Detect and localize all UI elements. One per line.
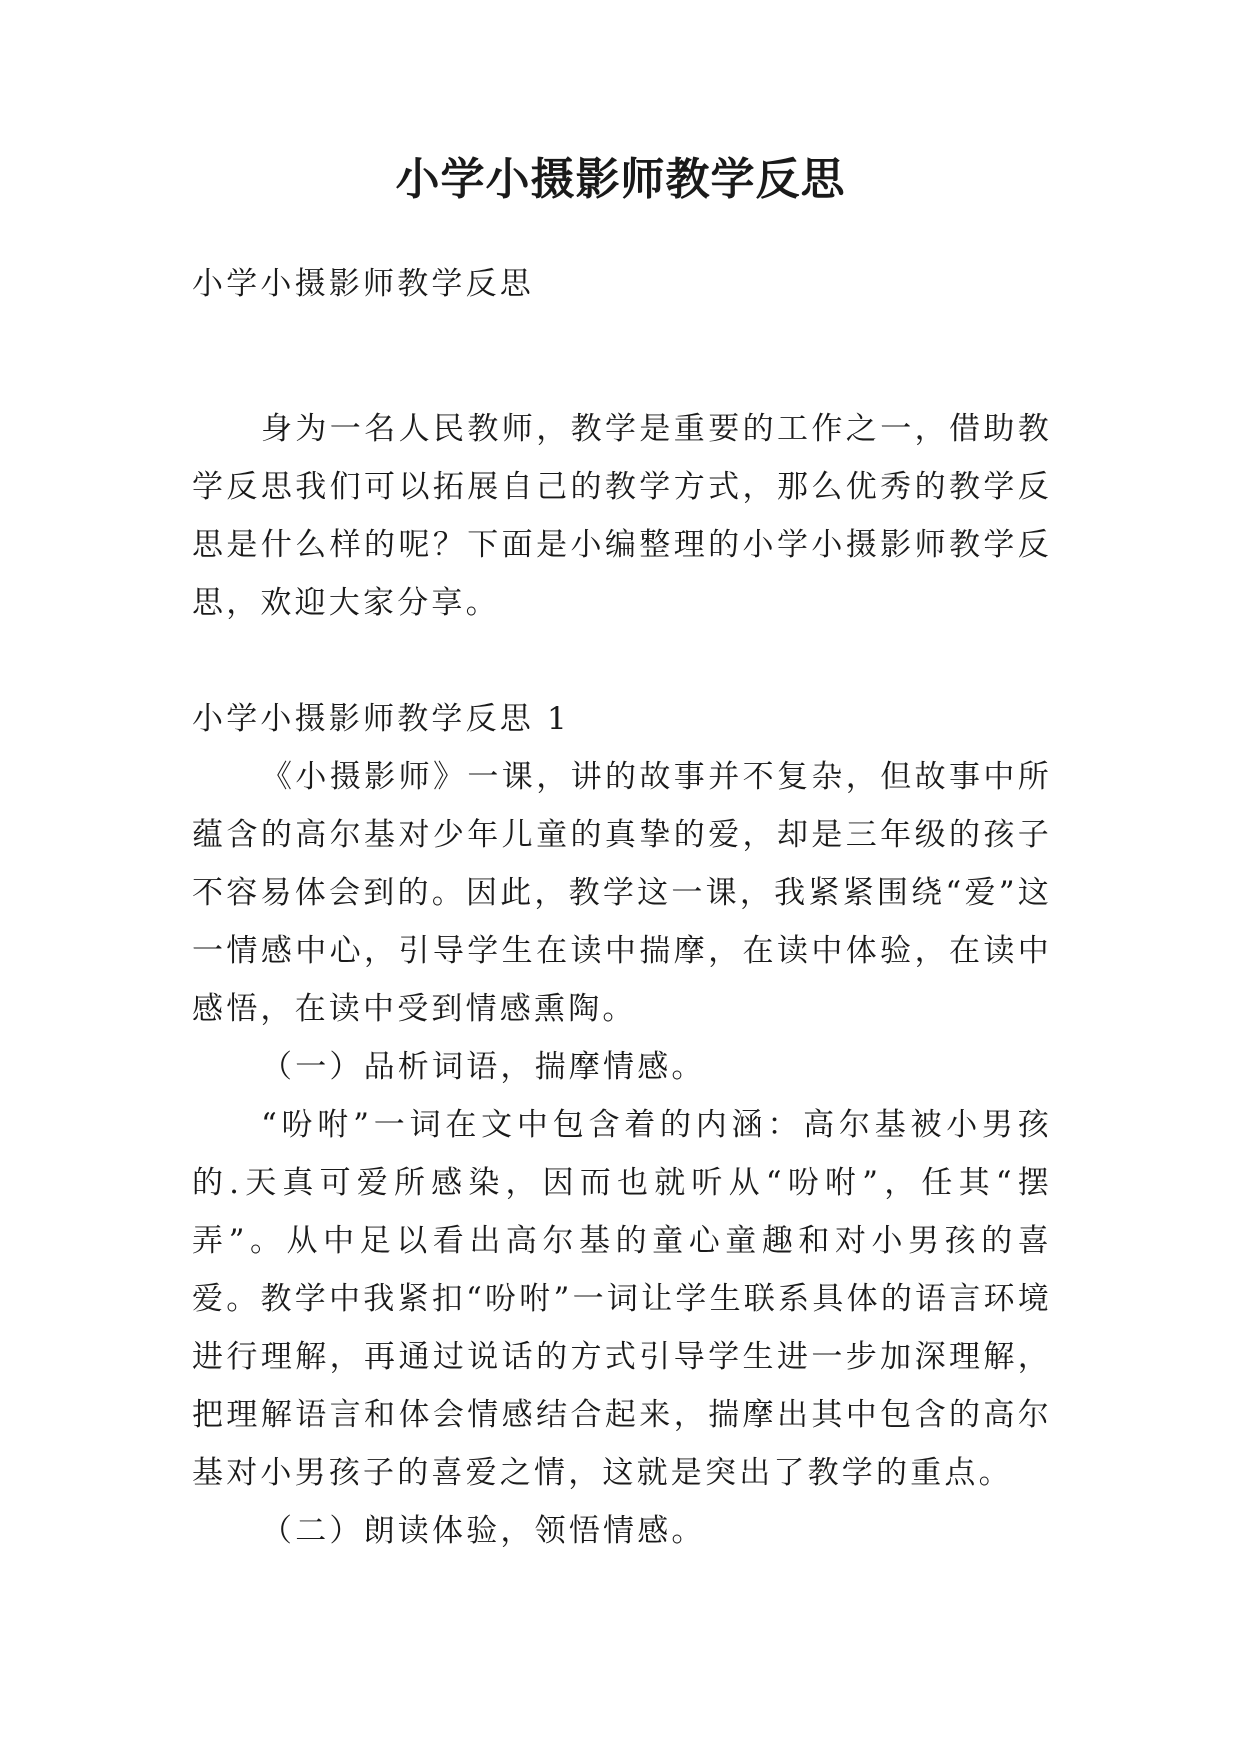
paragraph-3: “吩咐”一词在文中包含着的内涵：高尔基被小男孩的.天真可爱所感染，因而也就听从“吩咐”，任其“摆弄”。从中足以看出高尔基的童心童趣和对小男孩的喜爱。教学中我紧扣“吩咐”一词让学生联系具体的语言环境进行理解，再通过说话的方式引导学生进一步加深理解，把理解语言和体会情感结合起来，揣摩出其中包含的高尔基对小男孩子的喜爱之情，这就是突出了教学的重点。 (192, 1107, 1052, 1491)
document-subtitle: 小学小摄影师教学反思 (192, 266, 534, 302)
intro-paragraph: 身为一名人民教师，教学是重要的工作之一，借助教学反思我们可以拓展自己的教学方式，那么优秀的教学反思是什么样的呢？下面是小编整理的小学小摄影师教学反思，欢迎大家分享。 (192, 411, 1052, 621)
document-title: 小学小摄影师教学反思 (395, 154, 846, 205)
paragraph-1: 《小摄影师》一课，讲的故事并不复杂，但故事中所蕴含的高尔基对少年儿童的真挚的爱，却是三年级的孩子不容易体会到的。因此，教学这一课，我紧紧围绕“爱”这一情感中心，引导学生在读中揣摩，在读中体验，在读中感悟，在读中受到情感熏陶。 (192, 759, 1052, 1027)
paragraph-4: （二）朗读体验，领悟情感。 (261, 1513, 706, 1549)
paragraph-2: （一）品析词语，揣摩情感。 (261, 1049, 706, 1085)
section-heading-1: 小学小摄影师教学反思 1 (192, 701, 570, 737)
